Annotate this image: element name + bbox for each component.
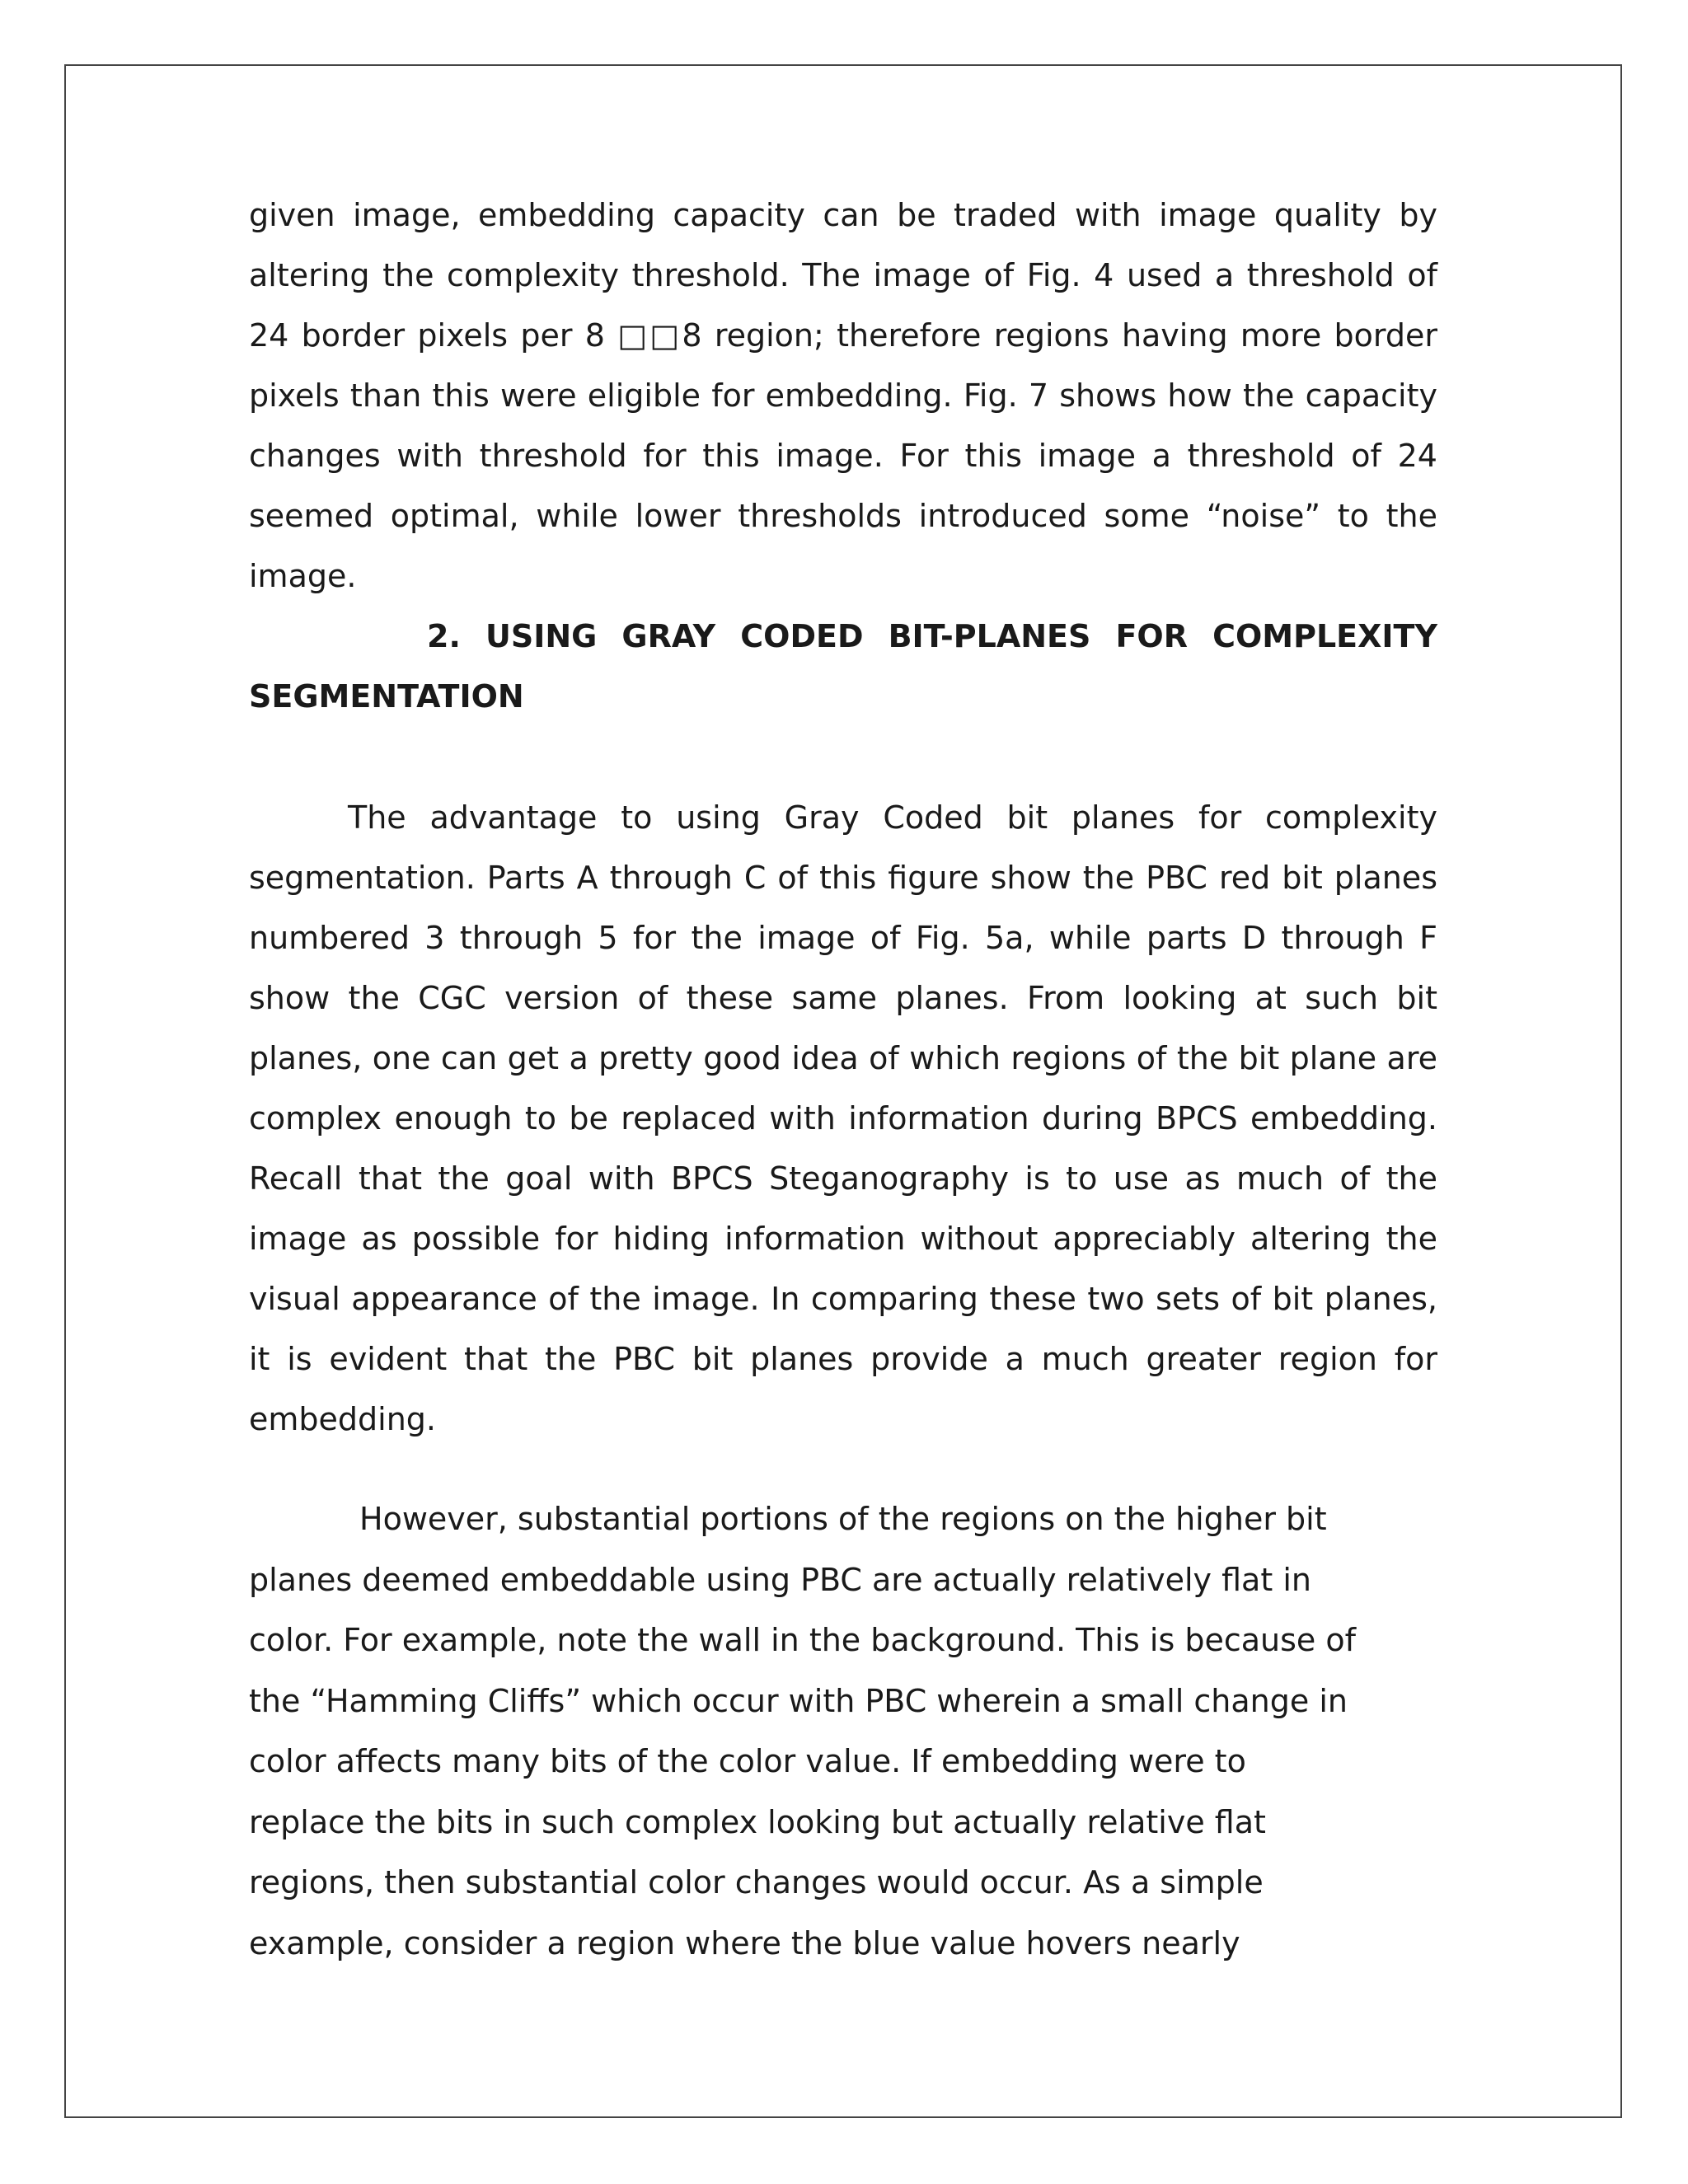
- line: example, consider a region where the blue value hovers nearly: [249, 1924, 1240, 1961]
- line: the “Hamming Cliffs” which occur with PBC wherein a small change in: [249, 1682, 1348, 1719]
- document-body: [249, 185, 1437, 1974]
- line: color. For example, note the wall in the background. This is because of: [249, 1622, 1356, 1658]
- section-heading-text: 2. USING GRAY CODED BIT-PLANES FOR COMPLEXITY SEGMENTATION: [249, 618, 1437, 715]
- paragraph-continuation: given image, embedding capacity can be traded with image quality by altering the complexity threshold. The image of Fig. 4 used a threshold of 24 border pixels per 8 □□8 region; therefore regions having more border pixels than this were eligible for embedding. Fig. 7 shows how the capacity changes with threshold for this image. For this image a threshold of 24 seemed optimal, while lower thresholds introduced some “noise” to the image.: [249, 197, 1437, 594]
- paragraph-hamming-cliffs: [249, 1489, 1437, 1974]
- line: planes deemed embeddable using PBC are actually relatively flat in: [249, 1561, 1311, 1598]
- paragraph-gray-coded-advantage: The advantage to using Gray Coded bit planes for complexity segmentation. Parts A through C of this figure show the PBC red bit planes numbered 3 through 5 for the image of Fig. 5a, while parts D through F show the CGC version of these same planes. From looking at such bit planes, one can get a pretty good idea of which regions of the bit plane are complex enough to be replaced with information during BPCS embedding. Recall that the goal with BPCS Steganography is to use as much of the image as possible for hiding information without appreciably altering the visual appearance of the image. In comparing these two sets of bit planes, it is evident that the PBC bit planes provide a much greater region for embedding.: [249, 799, 1437, 1437]
- line: color affects many bits of the color value. If embedding were to: [249, 1743, 1246, 1779]
- line: regions, then substantial color changes would occur. As a simple: [249, 1864, 1264, 1900]
- section-heading: [249, 607, 1437, 727]
- line: replace the bits in such complex looking but actually relative flat: [249, 1803, 1266, 1840]
- line: However, substantial portions of the regions on the higher bit: [359, 1501, 1327, 1537]
